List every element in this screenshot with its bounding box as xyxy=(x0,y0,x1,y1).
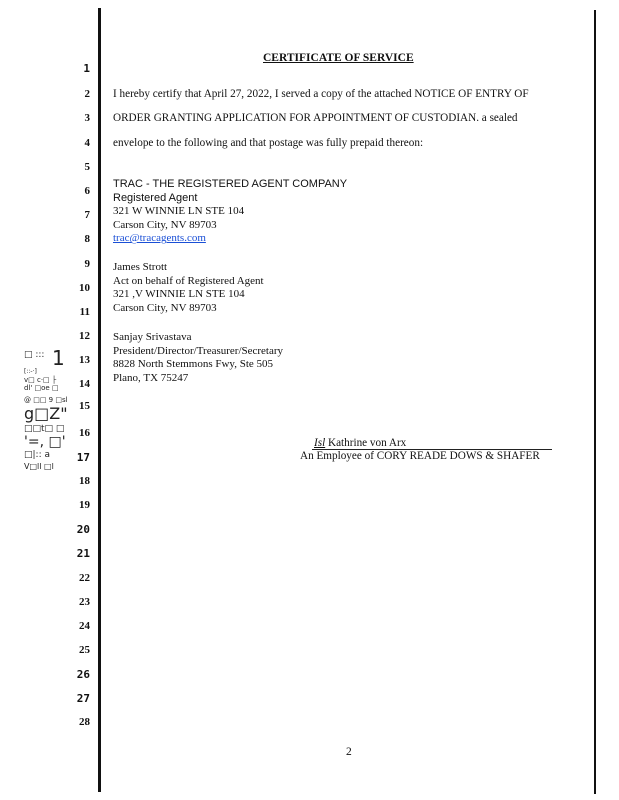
recipient-line: Sanjay Srivastava xyxy=(113,331,192,343)
line-number: 12 xyxy=(79,330,90,342)
recipient-line: Act on behalf of Registered Agent xyxy=(113,274,264,287)
recipient-email-link[interactable]: trac@tracagents.com xyxy=(113,232,206,245)
line-number: 1 xyxy=(83,62,90,75)
line-number: 4 xyxy=(84,137,90,149)
line-number: 13 xyxy=(79,354,90,366)
recipient-line: Registered Agent xyxy=(113,191,198,204)
line-number: 25 xyxy=(79,644,90,656)
line-number: 8 xyxy=(84,233,90,245)
line-number: 7 xyxy=(84,209,90,221)
line-number: 27 xyxy=(76,692,90,705)
document-title: CERTIFICATE OF SERVICE xyxy=(263,52,414,64)
page-number: 2 xyxy=(346,746,352,758)
line-number: 23 xyxy=(79,596,90,608)
line-number: 16 xyxy=(79,427,90,439)
line-number: 26 xyxy=(76,668,90,681)
line-number: 15 xyxy=(79,400,90,412)
recipient-line: Carson City, NV 89703 xyxy=(113,218,217,231)
recipient-block xyxy=(113,178,347,246)
body-line: envelope to the following and that postage was fully prepaid thereon: xyxy=(113,137,424,149)
line-number: 24 xyxy=(79,620,90,632)
line-number: 14 xyxy=(79,378,90,390)
body-line: ORDER GRANTING APPLICATION FOR APPOINTMENT OF CUSTODIAN. a sealed xyxy=(113,112,518,124)
line-number: 21 xyxy=(76,547,90,560)
signature-name: Kathrine von Arx xyxy=(327,437,407,449)
line-number: 5 xyxy=(84,161,90,173)
recipient-line: Plano, TX 75247 xyxy=(113,371,189,384)
body-line: I hereby certify that April 27, 2022, I served a copy of the attached NOTICE OF ENTRY OF xyxy=(113,88,529,100)
recipient-block xyxy=(113,261,264,315)
line-number: 10 xyxy=(79,282,90,294)
margin-stamp-artifact: □ ::: 1 [::-·] v□ c·□ ├ dl' □oe □ @ □□ 9 □sl g□Z" □□t□ □ '=, □' □|:: a V□ll □l xyxy=(24,346,68,471)
recipient-block xyxy=(113,331,283,385)
line-number: 6 xyxy=(84,185,90,197)
line-number: 18 xyxy=(79,475,90,487)
recipient-line: Carson City, NV 89703 xyxy=(113,301,217,314)
recipient-line: 321 ,V WINNIE LN STE 104 xyxy=(113,288,245,301)
recipient-line: 321 W WINNIE LN STE 104 xyxy=(113,205,245,218)
line-number: 22 xyxy=(79,572,90,584)
recipient-line: President/Director/Treasurer/Secretary xyxy=(113,344,284,357)
line-number: 20 xyxy=(76,523,90,536)
signature-caption: An Employee of CORY READE DOWS & SHAFER xyxy=(300,450,540,462)
left-margin-rule xyxy=(98,8,101,792)
line-number: 9 xyxy=(84,258,90,270)
recipient-line: James Strott xyxy=(113,261,168,273)
right-margin-rule xyxy=(594,10,596,794)
line-number: 2 xyxy=(84,88,90,100)
line-number: 19 xyxy=(79,499,90,511)
line-number: 11 xyxy=(79,306,90,318)
signature-prefix: Isl xyxy=(314,437,326,449)
recipient-line: 8828 North Stemmons Fwy, Ste 505 xyxy=(113,358,274,371)
recipient-line: TRAC - THE REGISTERED AGENT COMPANY xyxy=(113,178,348,190)
line-number: 3 xyxy=(84,112,90,124)
line-number: 17 xyxy=(76,451,90,464)
line-number: 28 xyxy=(79,716,90,728)
